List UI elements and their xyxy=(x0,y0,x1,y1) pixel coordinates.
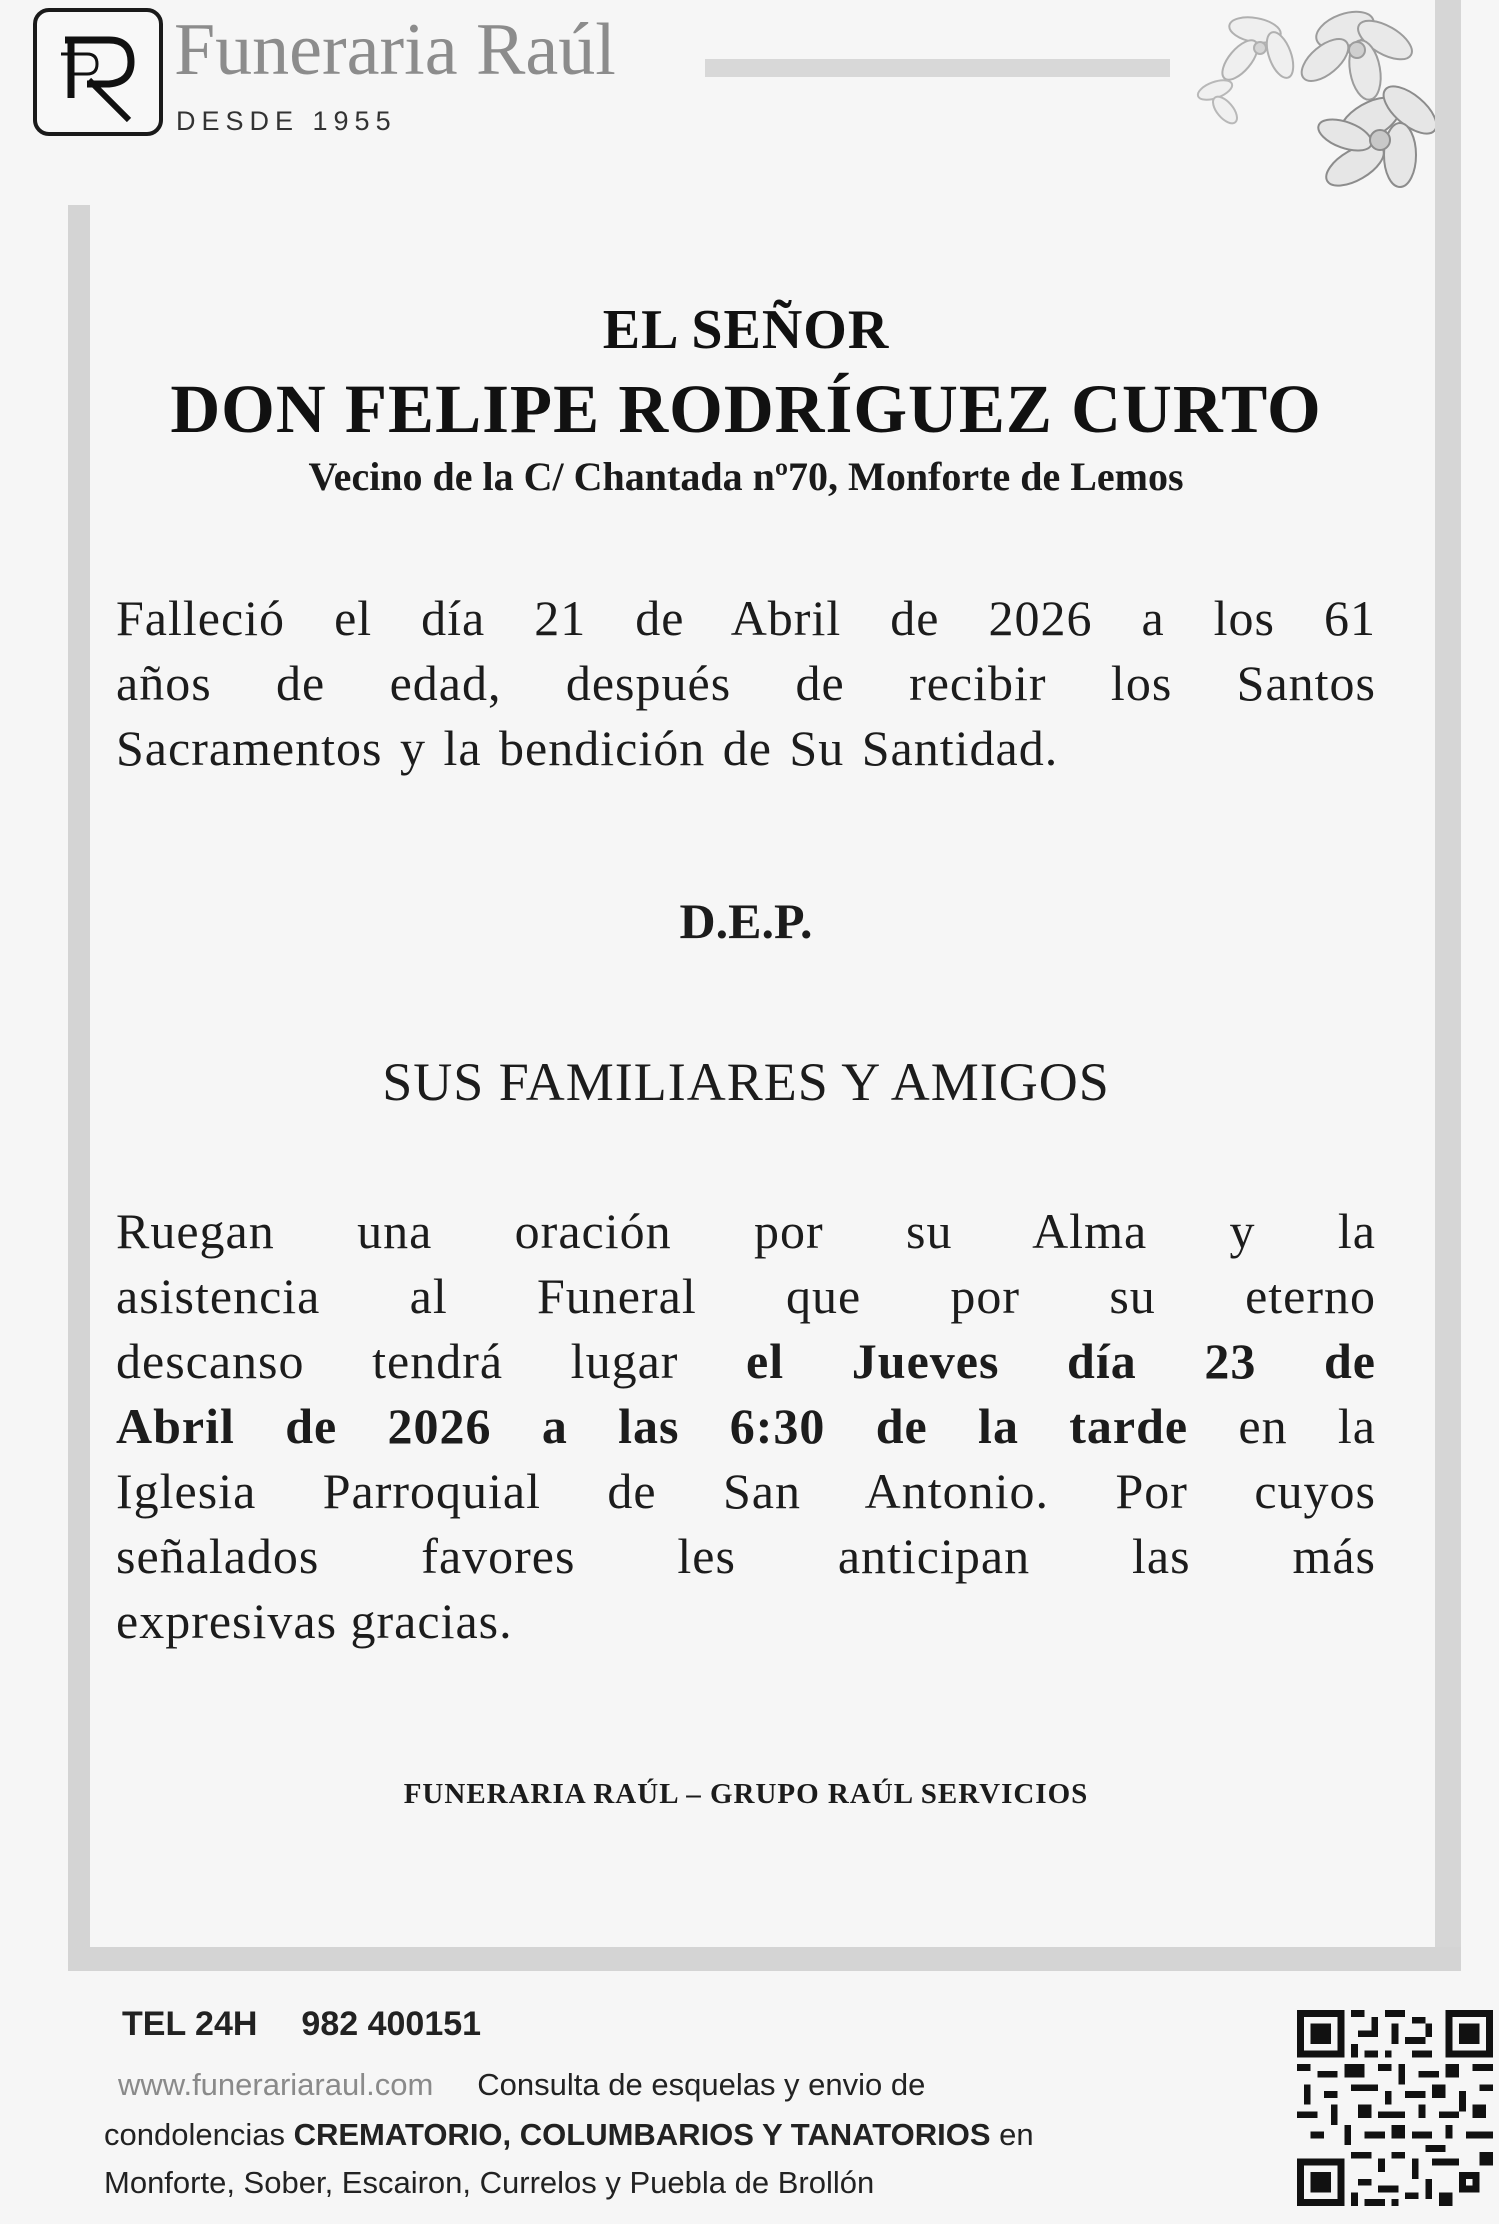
services-line xyxy=(104,2117,1034,2153)
deceased-name: DON FELIPE RODRÍGUEZ CURTO xyxy=(170,371,1322,447)
funeral-line-3 xyxy=(116,1329,1376,1394)
qr-code-icon[interactable] xyxy=(1297,2010,1493,2206)
funeral-line-6: señalados favores les anticipan las más xyxy=(116,1528,1376,1584)
consult-text: Consulta de esquelas y envio de xyxy=(477,2067,926,2102)
funeral-line-3-text: descanso tendrá lugar xyxy=(116,1333,747,1389)
brand-name: Funeraria Raúl xyxy=(174,9,616,91)
funeral-date-part-1: el Jueves día 23 de xyxy=(746,1333,1376,1389)
r-monogram-logo-icon xyxy=(51,24,147,122)
funeral-line-4-text: en la xyxy=(1188,1398,1376,1454)
frame-bottom-border xyxy=(68,1947,1461,1971)
funeral-line-7: expresivas gracias. xyxy=(116,1593,513,1649)
services-post: en xyxy=(990,2117,1034,2152)
funeral-line-2: asistencia al Funeral que por su eterno xyxy=(116,1268,1376,1324)
website-link[interactable]: www.funerariaraul.com xyxy=(118,2067,434,2102)
frame-right-border xyxy=(1435,0,1461,1965)
website-line xyxy=(118,2067,925,2103)
phone-line xyxy=(122,2005,481,2044)
funeral-line-5: Iglesia Parroquial de San Antonio. Por cuyos xyxy=(116,1463,1376,1519)
services-bold: CREMATORIO, COLUMBARIOS Y TANATORIOS xyxy=(293,2117,991,2152)
services-pre: condolencias xyxy=(104,2117,294,2152)
phone-label: TEL 24H xyxy=(122,2005,258,2043)
death-line-3: Sacramentos y la bendición de Su Santidad. xyxy=(116,720,1059,776)
death-line-2: años de edad, después de recibir los Santos xyxy=(116,655,1376,711)
honorific-title: EL SEÑOR xyxy=(602,299,890,361)
brand-since: DESDE 1955 xyxy=(176,106,397,136)
obituary-content xyxy=(116,290,1376,1814)
brand-logo xyxy=(33,8,163,136)
death-line-1: Falleció el día 21 de Abril de 2026 a los 61 xyxy=(116,590,1376,646)
plumeria-flowers-icon xyxy=(1195,0,1435,215)
locations-line: Monforte, Sober, Escairon, Currelos y Puebla de Brollón xyxy=(104,2165,875,2200)
funeral-paragraph xyxy=(116,1199,1376,1654)
funeral-line-1: Ruegan una oración por su Alma y la xyxy=(116,1203,1376,1259)
signature: FUNERARIA RAÚL – GRUPO RAÚL SERVICIOS xyxy=(403,1778,1089,1810)
phone-number[interactable]: 982 400151 xyxy=(301,2005,482,2043)
rip-text: D.E.P. xyxy=(679,893,813,949)
header-decorative-bar xyxy=(705,59,1170,77)
funeral-line-4 xyxy=(116,1394,1376,1459)
funeral-date-part-2: Abril de 2026 a las 6:30 de la tarde xyxy=(116,1398,1189,1454)
deceased-address: Vecino de la C/ Chantada nº70, Monforte de Lemos xyxy=(308,454,1184,499)
frame-left-border xyxy=(68,205,90,1965)
mourners-text: SUS FAMILIARES Y AMIGOS xyxy=(382,1052,1110,1112)
